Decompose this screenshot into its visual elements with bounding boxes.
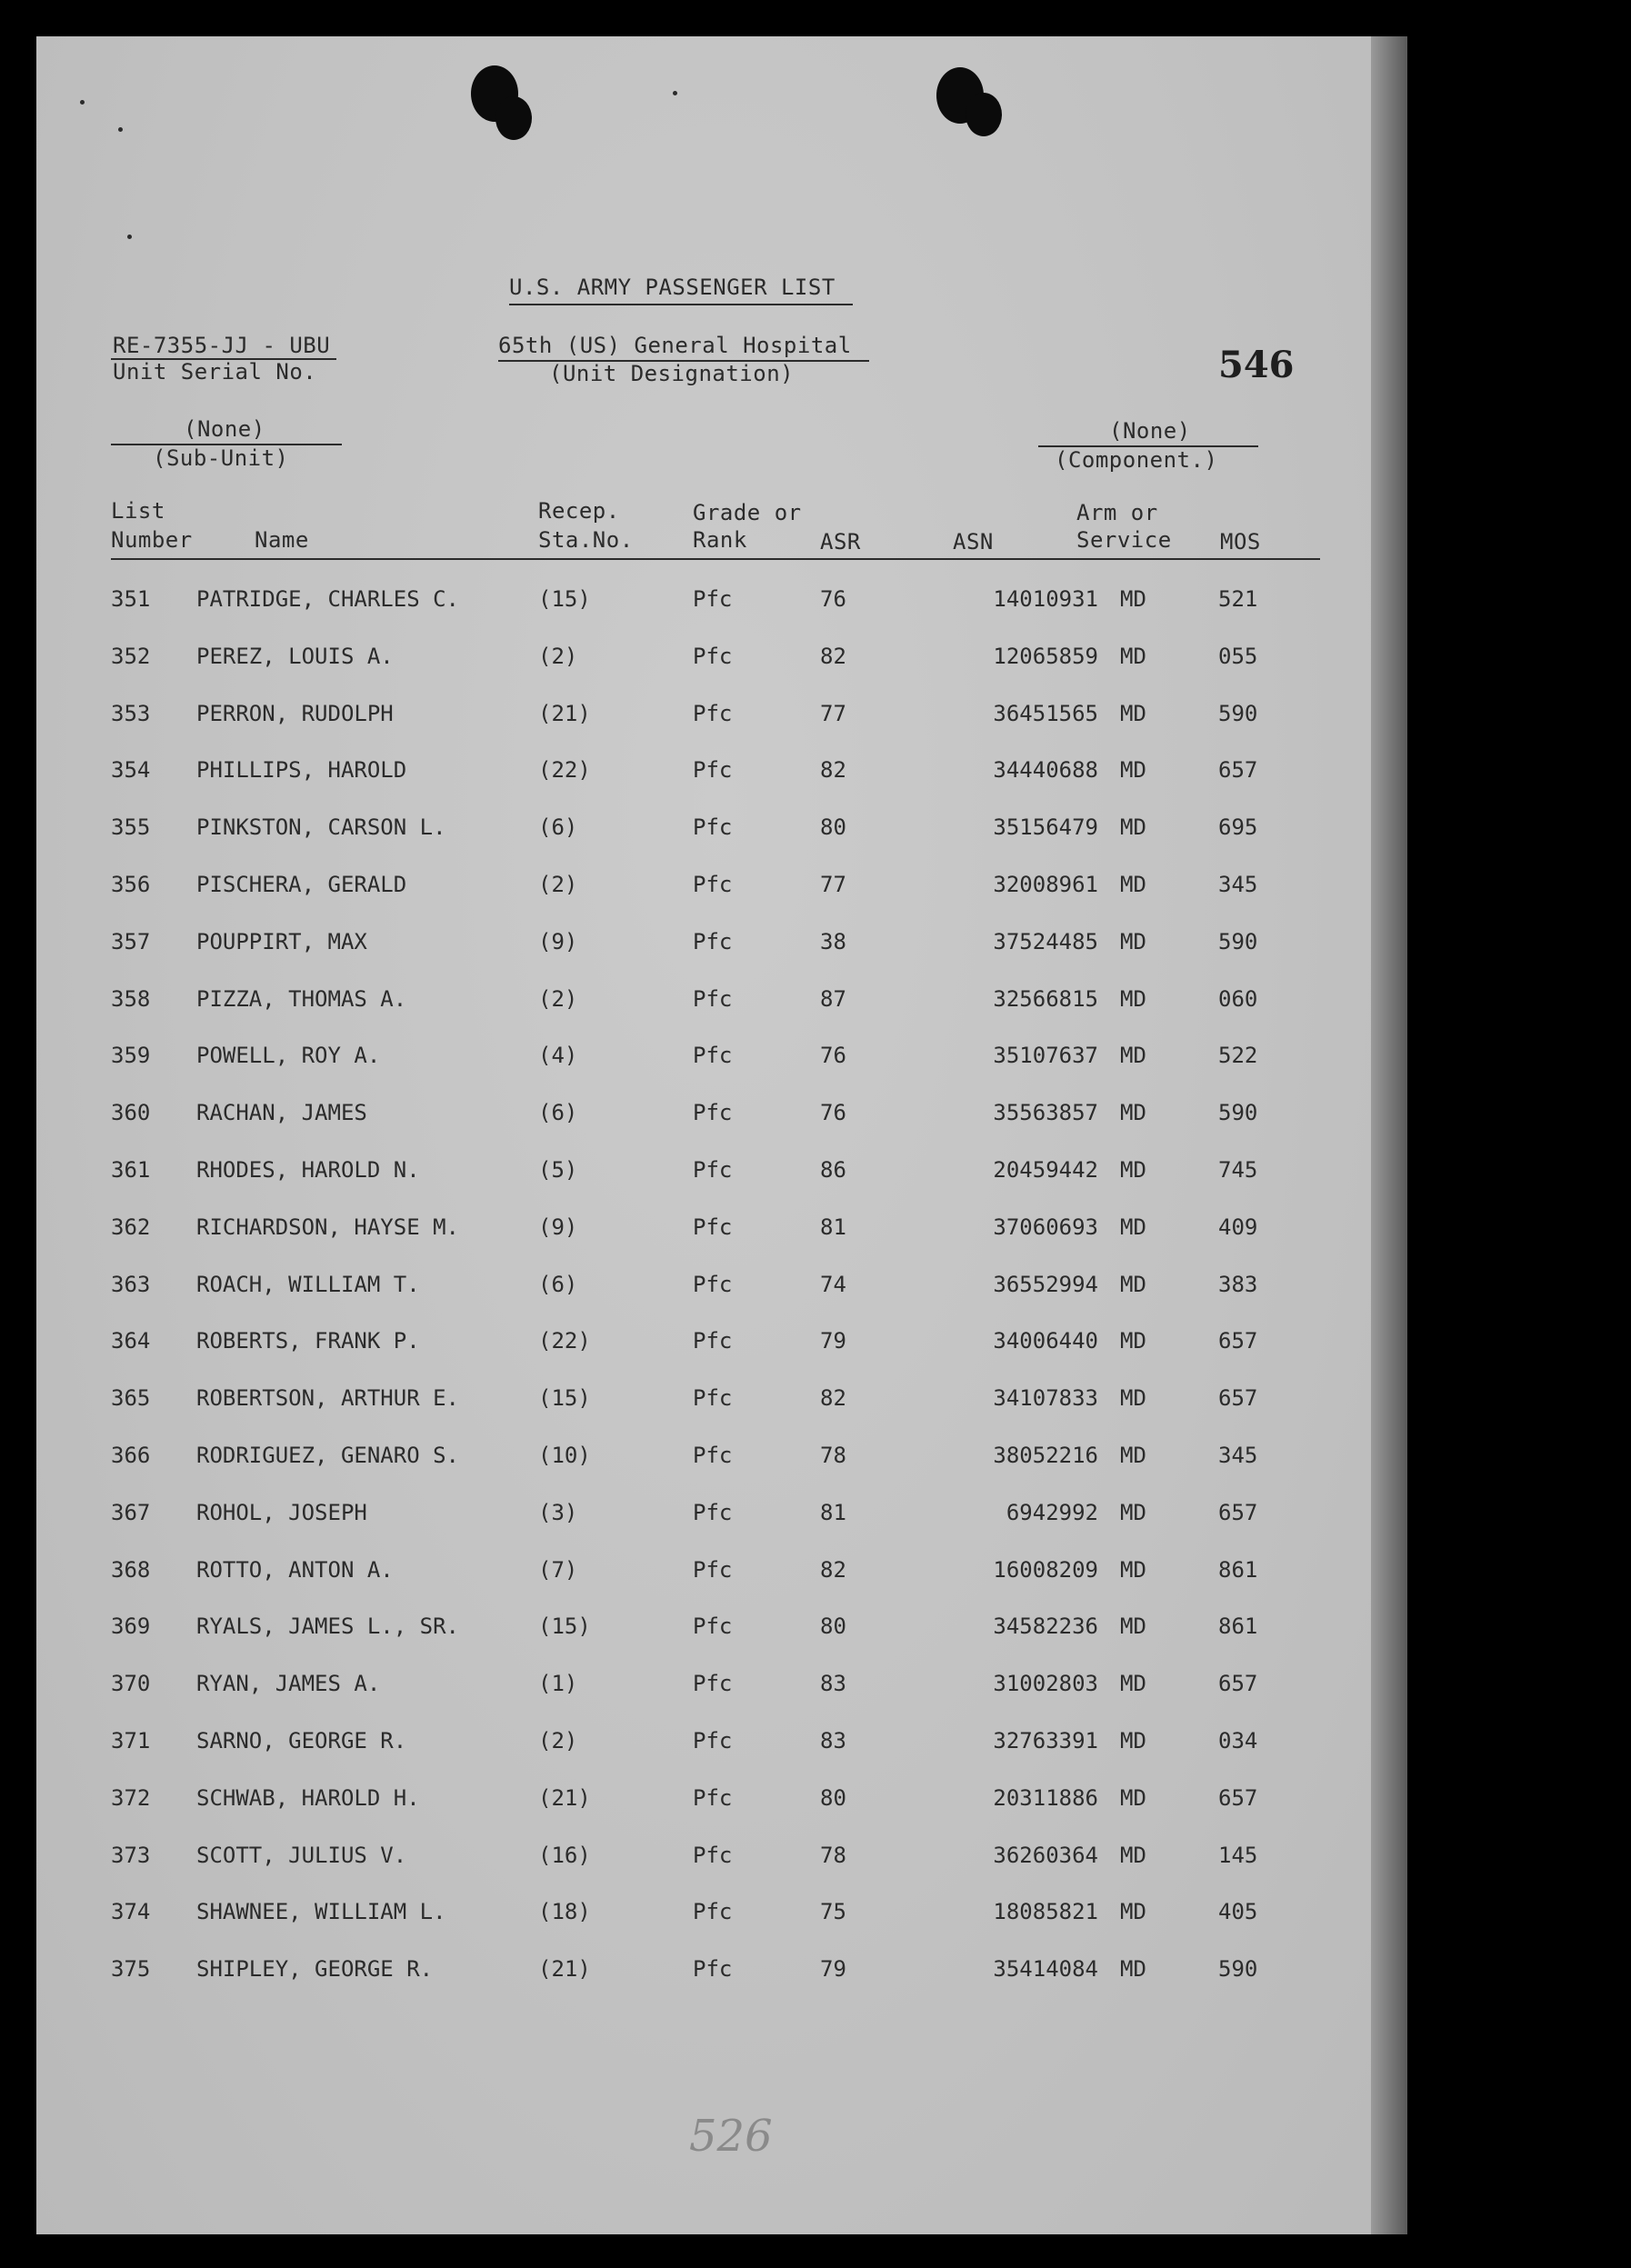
table-row [36, 1385, 1404, 1422]
mos-code: 590 [1218, 928, 1258, 954]
asr-score: 81 [820, 1499, 846, 1525]
passenger-name: PISCHERA, GERALD [196, 872, 407, 897]
list-number: 374 [111, 1899, 151, 1925]
grade-rank: Pfc [693, 1043, 733, 1069]
list-number: 357 [111, 928, 151, 954]
asr-score: 76 [820, 586, 846, 612]
army-serial-number: 6942992 [1006, 1499, 1098, 1525]
arm-service: MD [1120, 1100, 1146, 1126]
passenger-name: ROACH, WILLIAM T. [196, 1271, 420, 1297]
header-arm-1: Arm or [1076, 500, 1158, 525]
header-list-number-2: Number [111, 527, 193, 553]
table-row [36, 872, 1404, 908]
table-row [36, 1956, 1404, 1993]
mos-code: 590 [1218, 1100, 1258, 1126]
table-row [36, 1614, 1404, 1650]
mos-code: 657 [1218, 1671, 1258, 1697]
arm-service: MD [1120, 1671, 1146, 1697]
arm-service: MD [1120, 1728, 1146, 1753]
asr-score: 81 [820, 1214, 846, 1240]
passenger-name: SARNO, GEORGE R. [196, 1728, 407, 1753]
passenger-name: RYALS, JAMES L., SR. [196, 1614, 459, 1640]
list-number: 366 [111, 1443, 151, 1468]
grade-rank: Pfc [693, 1214, 733, 1240]
list-number: 375 [111, 1956, 151, 1983]
mos-code: 345 [1218, 1443, 1258, 1468]
mos-code: 590 [1218, 1956, 1258, 1983]
mos-code: 657 [1218, 1499, 1258, 1525]
asr-score: 77 [820, 872, 846, 897]
mos-code: 034 [1218, 1728, 1258, 1753]
passenger-name: RICHARDSON, HAYSE M. [196, 1214, 459, 1240]
mos-code: 383 [1218, 1271, 1258, 1297]
recep-station: (2) [538, 643, 578, 669]
army-serial-number: 14010931 [993, 586, 1098, 612]
passenger-name: PERRON, RUDOLPH [196, 700, 394, 726]
table-row [36, 1043, 1404, 1079]
document-sheet [36, 36, 1404, 2234]
unit-designation-label: (Unit Designation) [549, 361, 795, 386]
header-mos: MOS [1220, 529, 1261, 555]
grade-rank: Pfc [693, 985, 733, 1012]
table-row [36, 814, 1404, 851]
list-number: 356 [111, 872, 151, 897]
mos-code: 345 [1218, 872, 1258, 897]
passenger-name: SCOTT, JULIUS V. [196, 1842, 407, 1868]
recep-station: (21) [538, 1956, 591, 1983]
arm-service: MD [1120, 1214, 1146, 1240]
asr-score: 82 [820, 1385, 846, 1412]
arm-service: MD [1120, 1556, 1146, 1583]
asr-score: 83 [820, 1671, 846, 1697]
grade-rank: Pfc [693, 586, 733, 612]
recep-station: (18) [538, 1899, 591, 1925]
recep-station: (6) [538, 1271, 578, 1297]
passenger-name: ROBERTS, FRANK P. [196, 1328, 420, 1354]
grade-rank: Pfc [693, 928, 733, 954]
list-number: 355 [111, 814, 151, 841]
table-row [36, 1500, 1404, 1536]
recep-station: (22) [538, 1328, 591, 1354]
table-row [36, 1272, 1404, 1308]
army-serial-number: 18085821 [993, 1899, 1098, 1925]
recep-station: (1) [538, 1671, 578, 1697]
passenger-name: RHODES, HAROLD N. [196, 1157, 420, 1183]
grade-rank: Pfc [693, 1499, 733, 1525]
header-recep-2: Sta.No. [538, 527, 634, 553]
mos-code: 145 [1218, 1842, 1258, 1868]
arm-service: MD [1120, 1842, 1146, 1868]
table-row [36, 644, 1404, 680]
army-serial-number: 34440688 [993, 757, 1098, 784]
sub-unit-label: (Sub-Unit) [153, 445, 289, 471]
mos-code: 695 [1218, 814, 1258, 841]
table-row [36, 586, 1404, 623]
army-serial-number: 37060693 [993, 1214, 1098, 1240]
arm-service: MD [1120, 985, 1146, 1012]
asr-score: 76 [820, 1100, 846, 1126]
recep-station: (6) [538, 814, 578, 841]
recep-station: (15) [538, 586, 591, 612]
asr-score: 77 [820, 700, 846, 726]
page-edge-shadow [1371, 36, 1407, 2234]
arm-service: MD [1120, 1499, 1146, 1525]
arm-service: MD [1120, 643, 1146, 669]
speck [127, 235, 132, 239]
passenger-name: SHIPLEY, GEORGE R. [196, 1956, 434, 1983]
asr-score: 80 [820, 1614, 846, 1640]
list-number: 363 [111, 1271, 151, 1297]
grade-rank: Pfc [693, 814, 733, 841]
passenger-name: RODRIGUEZ, GENARO S. [196, 1443, 459, 1468]
table-row [36, 1214, 1404, 1251]
unit-designation-value: 65th (US) General Hospital [498, 333, 852, 358]
list-number: 360 [111, 1100, 151, 1126]
arm-service: MD [1120, 814, 1146, 841]
arm-service: MD [1120, 1443, 1146, 1468]
mos-code: 590 [1218, 700, 1258, 726]
header-asn: ASN [953, 529, 994, 555]
table-row [36, 929, 1404, 965]
table-row [36, 701, 1404, 737]
mos-code: 657 [1218, 1784, 1258, 1811]
recep-station: (3) [538, 1499, 578, 1525]
recep-station: (21) [538, 700, 591, 726]
header-list-number-1: List [111, 498, 165, 524]
list-number: 351 [111, 586, 151, 612]
passenger-name: ROHOL, JOSEPH [196, 1499, 367, 1525]
list-number: 361 [111, 1157, 151, 1183]
header-grade-1: Grade or [693, 500, 802, 525]
list-number: 367 [111, 1499, 151, 1525]
list-number: 373 [111, 1842, 151, 1868]
army-serial-number: 36260364 [993, 1842, 1098, 1868]
army-serial-number: 31002803 [993, 1671, 1098, 1697]
mos-code: 409 [1218, 1214, 1258, 1240]
header-arm-2: Service [1076, 527, 1172, 553]
grade-rank: Pfc [693, 757, 733, 784]
passenger-name: PEREZ, LOUIS A. [196, 643, 394, 669]
list-number: 352 [111, 643, 151, 669]
passenger-name: SHAWNEE, WILLIAM L. [196, 1899, 446, 1925]
asr-score: 79 [820, 1956, 846, 1983]
grade-rank: Pfc [693, 1614, 733, 1640]
arm-service: MD [1120, 1784, 1146, 1811]
passenger-name: SCHWAB, HAROLD H. [196, 1784, 420, 1811]
mos-code: 521 [1218, 586, 1258, 612]
list-number: 370 [111, 1671, 151, 1697]
army-serial-number: 32008961 [993, 872, 1098, 897]
passenger-name: RYAN, JAMES A. [196, 1671, 381, 1697]
passenger-name: PATRIDGE, CHARLES C. [196, 586, 459, 612]
passenger-name: PINKSTON, CARSON L. [196, 814, 446, 841]
component-value: (None) [1109, 418, 1191, 444]
table-row [36, 1728, 1404, 1764]
arm-service: MD [1120, 1043, 1146, 1069]
list-number: 354 [111, 757, 151, 784]
asr-score: 82 [820, 1556, 846, 1583]
mos-code: 405 [1218, 1899, 1258, 1925]
army-serial-number: 32566815 [993, 985, 1098, 1012]
table-row [36, 1899, 1404, 1935]
arm-service: MD [1120, 757, 1146, 784]
asr-score: 78 [820, 1443, 846, 1468]
mos-code: 861 [1218, 1556, 1258, 1583]
grade-rank: Pfc [693, 1157, 733, 1183]
list-number: 365 [111, 1385, 151, 1412]
mos-code: 060 [1218, 985, 1258, 1012]
passenger-name: ROTTO, ANTON A. [196, 1556, 394, 1583]
sub-unit-value: (None) [184, 416, 265, 442]
table-row [36, 1157, 1404, 1194]
recep-station: (9) [538, 928, 578, 954]
arm-service: MD [1120, 928, 1146, 954]
army-serial-number: 32763391 [993, 1728, 1098, 1753]
asr-score: 87 [820, 985, 846, 1012]
list-number: 358 [111, 985, 151, 1012]
page-number: 546 [1218, 344, 1295, 386]
army-serial-number: 35107637 [993, 1043, 1098, 1069]
punch-hole [495, 96, 532, 140]
recep-station: (4) [538, 1043, 578, 1069]
recep-station: (15) [538, 1385, 591, 1412]
grade-rank: Pfc [693, 1556, 733, 1583]
list-number: 353 [111, 700, 151, 726]
grade-rank: Pfc [693, 1956, 733, 1983]
mos-code: 745 [1218, 1157, 1258, 1183]
speck [118, 127, 123, 132]
document-title: U.S. ARMY PASSENGER LIST [509, 275, 836, 300]
grade-rank: Pfc [693, 1100, 733, 1126]
recep-station: (10) [538, 1443, 591, 1468]
table-row [36, 1557, 1404, 1594]
unit-serial-value: RE-7355-JJ - UBU [113, 333, 331, 358]
recep-station: (7) [538, 1556, 578, 1583]
mos-code: 657 [1218, 757, 1258, 784]
list-number: 359 [111, 1043, 151, 1069]
army-serial-number: 36552994 [993, 1271, 1098, 1297]
recep-station: (2) [538, 985, 578, 1012]
table-row [36, 1328, 1404, 1364]
grade-rank: Pfc [693, 1671, 733, 1697]
unit-serial-label: Unit Serial No. [113, 359, 317, 385]
arm-service: MD [1120, 700, 1146, 726]
recep-station: (6) [538, 1100, 578, 1126]
table-row [36, 986, 1404, 1023]
passenger-name: PHILLIPS, HAROLD [196, 757, 407, 784]
recep-station: (9) [538, 1214, 578, 1240]
table-row [36, 1443, 1404, 1479]
asr-score: 80 [820, 814, 846, 841]
army-serial-number: 35563857 [993, 1100, 1098, 1126]
grade-rank: Pfc [693, 1271, 733, 1297]
header-underline [111, 558, 1320, 560]
table-row [36, 1843, 1404, 1879]
list-number: 364 [111, 1328, 151, 1354]
list-number: 369 [111, 1614, 151, 1640]
grade-rank: Pfc [693, 1328, 733, 1354]
list-number: 372 [111, 1784, 151, 1811]
arm-service: MD [1120, 1157, 1146, 1183]
recep-station: (2) [538, 872, 578, 897]
asr-score: 82 [820, 757, 846, 784]
table-row [36, 1100, 1404, 1136]
grade-rank: Pfc [693, 1842, 733, 1868]
title-underline [509, 304, 853, 305]
army-serial-number: 37524485 [993, 928, 1098, 954]
army-serial-number: 20311886 [993, 1784, 1098, 1811]
grade-rank: Pfc [693, 700, 733, 726]
arm-service: MD [1120, 1271, 1146, 1297]
arm-service: MD [1120, 1614, 1146, 1640]
army-serial-number: 34107833 [993, 1385, 1098, 1412]
table-row [36, 757, 1404, 794]
grade-rank: Pfc [693, 872, 733, 897]
passenger-name: RACHAN, JAMES [196, 1100, 367, 1126]
header-name: Name [255, 527, 309, 553]
component-label: (Component.) [1055, 447, 1218, 473]
mos-code: 861 [1218, 1614, 1258, 1640]
grade-rank: Pfc [693, 643, 733, 669]
speck [673, 91, 677, 95]
recep-station: (5) [538, 1157, 578, 1183]
grade-rank: Pfc [693, 1728, 733, 1753]
recep-station: (22) [538, 757, 591, 784]
passenger-name: POUPPIRT, MAX [196, 928, 367, 954]
arm-service: MD [1120, 1385, 1146, 1412]
army-serial-number: 36451565 [993, 700, 1098, 726]
header-recep-1: Recep. [538, 498, 620, 524]
arm-service: MD [1120, 586, 1146, 612]
grade-rank: Pfc [693, 1899, 733, 1925]
asr-score: 83 [820, 1728, 846, 1753]
handwritten-note: 526 [689, 2111, 773, 2162]
recep-station: (15) [538, 1614, 591, 1640]
table-row [36, 1785, 1404, 1822]
asr-score: 82 [820, 643, 846, 669]
passenger-name: PIZZA, THOMAS A. [196, 985, 407, 1012]
army-serial-number: 12065859 [993, 643, 1098, 669]
army-serial-number: 38052216 [993, 1443, 1098, 1468]
grade-rank: Pfc [693, 1385, 733, 1412]
header-asr: ASR [820, 529, 861, 555]
mos-code: 657 [1218, 1385, 1258, 1412]
asr-score: 86 [820, 1157, 846, 1183]
recep-station: (21) [538, 1784, 591, 1811]
asr-score: 80 [820, 1784, 846, 1811]
table-row [36, 1671, 1404, 1707]
arm-service: MD [1120, 872, 1146, 897]
army-serial-number: 35414084 [993, 1956, 1098, 1983]
asr-score: 75 [820, 1899, 846, 1925]
asr-score: 78 [820, 1842, 846, 1868]
army-serial-number: 34582236 [993, 1614, 1098, 1640]
list-number: 368 [111, 1556, 151, 1583]
grade-rank: Pfc [693, 1784, 733, 1811]
arm-service: MD [1120, 1328, 1146, 1354]
recep-station: (16) [538, 1842, 591, 1868]
speck [80, 100, 85, 105]
asr-score: 74 [820, 1271, 846, 1297]
arm-service: MD [1120, 1899, 1146, 1925]
army-serial-number: 34006440 [993, 1328, 1098, 1354]
mos-code: 055 [1218, 643, 1258, 669]
mos-code: 522 [1218, 1043, 1258, 1069]
army-serial-number: 16008209 [993, 1556, 1098, 1583]
list-number: 371 [111, 1728, 151, 1753]
army-serial-number: 20459442 [993, 1157, 1098, 1183]
grade-rank: Pfc [693, 1443, 733, 1468]
header-grade-2: Rank [693, 527, 747, 553]
passenger-name: ROBERTSON, ARTHUR E. [196, 1385, 459, 1412]
arm-service: MD [1120, 1956, 1146, 1983]
punch-hole [966, 93, 1002, 136]
passenger-name: POWELL, ROY A. [196, 1043, 381, 1069]
asr-score: 38 [820, 928, 846, 954]
army-serial-number: 35156479 [993, 814, 1098, 841]
asr-score: 79 [820, 1328, 846, 1354]
asr-score: 76 [820, 1043, 846, 1069]
mos-code: 657 [1218, 1328, 1258, 1354]
recep-station: (2) [538, 1728, 578, 1753]
list-number: 362 [111, 1214, 151, 1240]
